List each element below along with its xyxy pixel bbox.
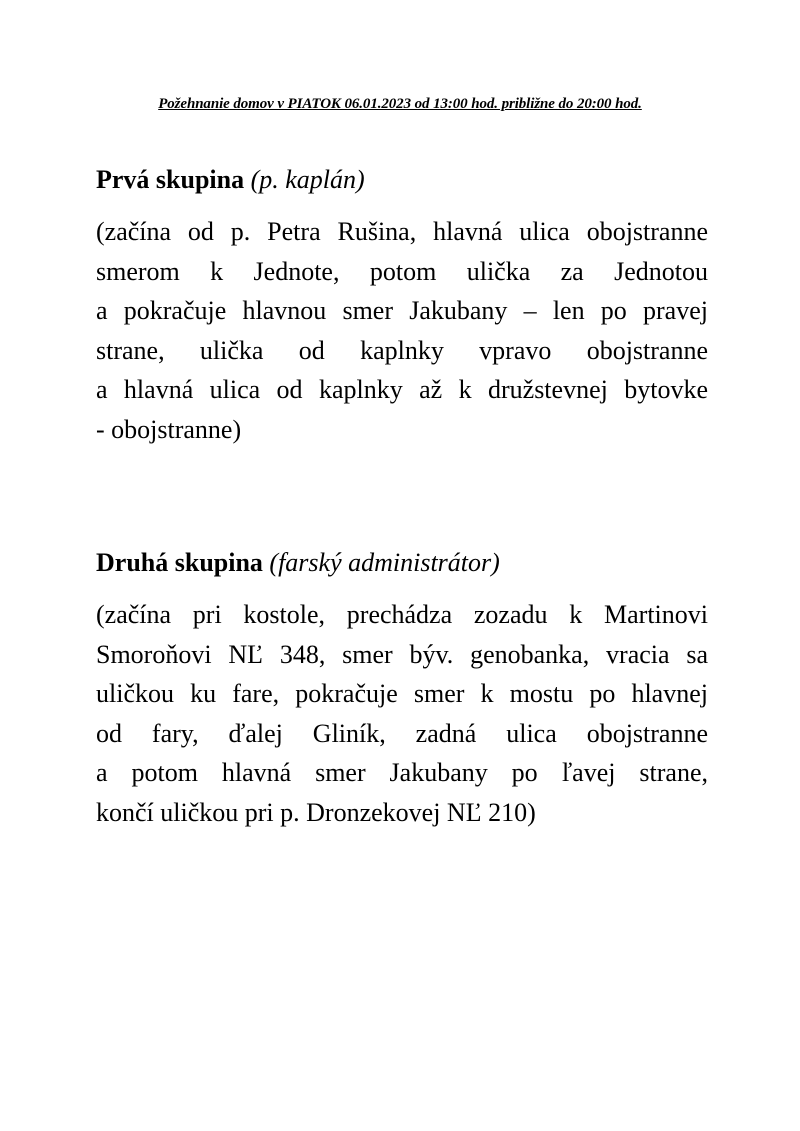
group-heading bbox=[96, 164, 708, 196]
group-description bbox=[96, 212, 708, 449]
group-leader: (farský administrátor) bbox=[269, 548, 500, 577]
group-name: Prvá skupina bbox=[96, 165, 245, 194]
description-line: a potom hlavná smer Jakubany po ľavej strane, bbox=[96, 758, 708, 787]
group-section-second bbox=[96, 547, 708, 832]
document-header: Požehnanie domov v PIATOK 06.01.2023 od 13:00 hod. približne do 20:00 hod. bbox=[158, 96, 642, 112]
description-line: a hlavná ulica od kaplnky až k družstevnej bytovke bbox=[96, 375, 708, 404]
group-description bbox=[96, 595, 708, 832]
group-leader: (p. kaplán) bbox=[250, 165, 365, 194]
description-line: uličkou ku fare, pokračuje smer k mostu po hlavnej bbox=[96, 679, 708, 708]
description-line: smerom k Jednote, potom ulička za Jednotou bbox=[96, 256, 708, 286]
description-line: končí uličkou pri p. Dronzekovej NĽ 210) bbox=[96, 797, 536, 827]
group-section-first bbox=[96, 164, 708, 449]
group-name: Druhá skupina bbox=[96, 548, 263, 577]
description-line: - obojstranne) bbox=[96, 414, 242, 444]
description-line: (začína od p. Petra Rušina, hlavná ulica obojstranne bbox=[96, 217, 708, 246]
description-line: od fary, ďalej Gliník, zadná ulica obojstranne bbox=[96, 718, 708, 748]
description-line: a pokračuje hlavnou smer Jakubany – len po pravej bbox=[96, 296, 708, 325]
description-line: Smoroňovi NĽ 348, smer býv. genobanka, vracia sa bbox=[96, 639, 708, 669]
description-line: (začína pri kostole, prechádza zozadu k Martinovi bbox=[96, 600, 708, 629]
description-line: strane, ulička od kaplnky vpravo obojstranne bbox=[96, 335, 708, 365]
group-heading bbox=[96, 547, 708, 579]
